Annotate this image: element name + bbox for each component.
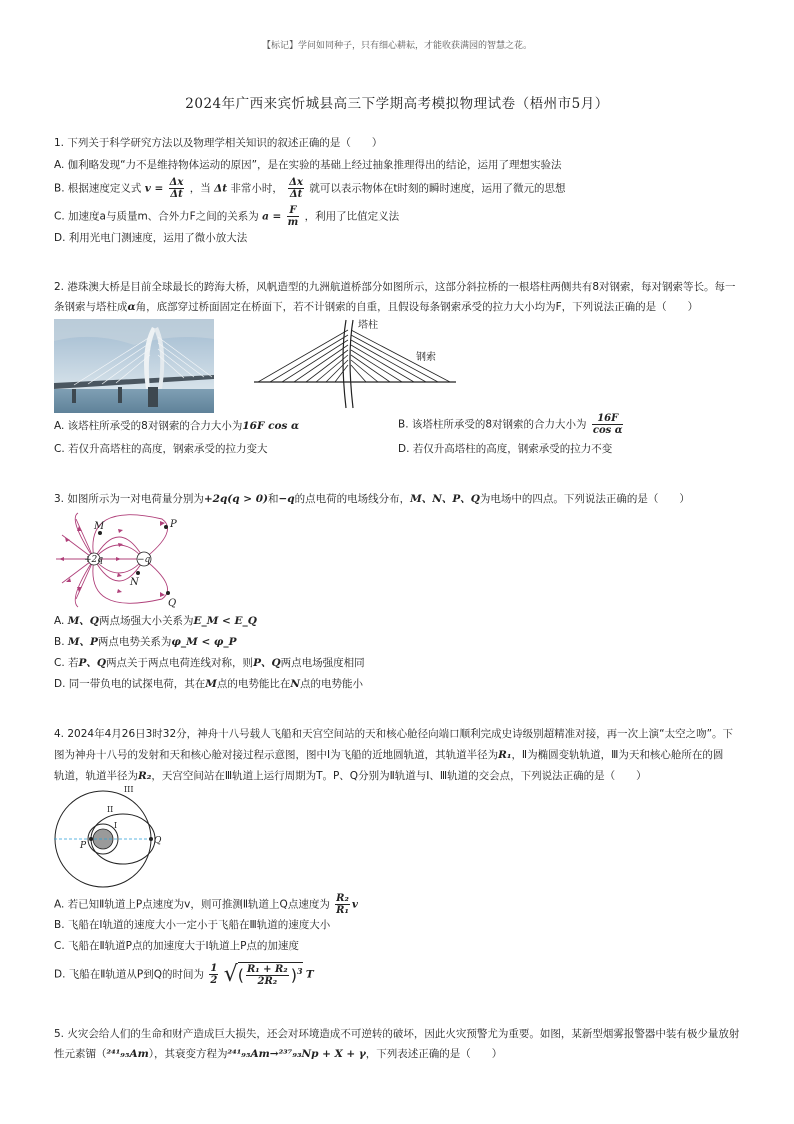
q2-option-c: C. 若仅升高塔柱的高度，钢索承受的拉力变大 xyxy=(54,443,268,455)
q3-d-post: 点的电势能小 xyxy=(300,678,363,690)
q4-d-exp: 3 xyxy=(296,966,303,976)
q4-line2 xyxy=(54,748,723,762)
q2-option-b xyxy=(398,413,625,436)
bridge-photo xyxy=(54,319,214,413)
cable-stay-diagram xyxy=(250,316,460,412)
q1-option-b-dt: Δt xyxy=(214,182,228,195)
q2-option-b-frac: $\frac{16F}{\text{cos α}}$ xyxy=(592,413,623,436)
q1-option-b-frac2: $\frac{\Delta x}{\Delta t}$ xyxy=(289,177,303,200)
q4-line3-r2: R₂ xyxy=(138,770,152,782)
q3-d-m: M xyxy=(205,678,217,690)
q4-option-c: C. 飞船在Ⅱ轨道P点的加速度大于Ⅰ轨道上P点的加速度 xyxy=(54,940,299,952)
q3-option-d xyxy=(54,677,363,691)
q2-option-a-text: A. 该塔柱所承受的8对钢索的合力大小为 xyxy=(54,420,243,432)
q3-option-c xyxy=(54,656,365,670)
q4-line1: 4. 2024年4月26日3时32分，神舟十八号载人飞船和天宫空间站的天和核心舱径向端口顺利完成史诗级别超精准对接，再一次上演“太空之吻”。下 xyxy=(54,728,734,740)
q1-option-b-mid: ，当 xyxy=(189,182,211,195)
orbit-diagram xyxy=(54,786,170,892)
q4-a-frac: $\frac{\text{R₂}}{\text{R₁}}$ xyxy=(336,893,349,916)
q4-line2-r1: R₁ xyxy=(498,749,512,761)
q5-line2-mid: ），其衰变方程为 xyxy=(148,1048,228,1060)
q1-option-b-mid2: 非常小时， xyxy=(230,182,283,195)
q1-option-c-frac: $\frac{F}{m}$ xyxy=(287,205,299,228)
q3-a-pre: A. xyxy=(54,615,68,627)
q3-stem-pre: 3. 如图所示为一对电荷量分别为 xyxy=(54,493,204,505)
q4-d-pre: D. 飞船在Ⅱ轨道从P到Q的时间为 xyxy=(54,968,205,981)
q3-b-expr: φ_M < φ_P xyxy=(171,636,237,648)
q1-option-b-v: v = xyxy=(144,182,164,195)
q1-option-d: D. 利用光电门测速度，运用了微小放大法 xyxy=(54,232,248,244)
q1-stem: 1. 下列关于科学研究方法以及物理学相关知识的叙述正确的是（ ） xyxy=(54,137,383,149)
q3-stem-pts: M、N、P、Q xyxy=(410,493,480,505)
q3-b-pts: M、P xyxy=(67,636,98,648)
q3-option-b xyxy=(54,635,237,649)
q4-line3-post: ，天宫空间站在Ⅲ轨道上运行周期为T。P、Q分别为Ⅱ轨道与Ⅰ、Ⅲ轨道的交会点，下列说法正确的是（ ） xyxy=(151,770,647,782)
q3-stem-mid2: 的点电荷的电场线分布， xyxy=(294,493,411,505)
q2-stem-line2 xyxy=(54,300,698,314)
page-title: 2024年广西来宾忻城县高三下学期高考模拟物理试卷（梧州市5月） xyxy=(185,96,609,112)
q5-line2-am: ²⁴¹₉₅Am xyxy=(106,1048,149,1060)
q3-c-pre: C. 若 xyxy=(54,657,79,669)
fig-orbit-I: I xyxy=(114,821,118,830)
q1-option-b-pre: B. 根据速度定义式 xyxy=(54,182,142,195)
q3-stem-c2: −q xyxy=(278,493,295,505)
q3-c-pts2: P、Q xyxy=(253,657,281,669)
header-note: 【标记】学问如同种子，只有细心耕耘，才能收获满园的智慧之花。 xyxy=(261,41,532,51)
q1-option-c-a: a = xyxy=(262,210,282,223)
q3-stem-post: 为电场中的四点。下列说法正确的是（ ） xyxy=(479,493,690,505)
q1-option-c-pre: C. 加速度a与质量m、合外力F之间的关系为 xyxy=(54,210,259,223)
q3-stem-c1: +2q(q > 0) xyxy=(203,493,268,505)
q4-d-inner: $\frac{\text{R₁ + R₂}}{\text{2R₂}}$ xyxy=(246,964,288,987)
q2-option-a xyxy=(54,419,299,433)
q3-option-a xyxy=(54,614,257,628)
fig-minus-label: −q xyxy=(137,555,151,565)
q4-d-half: $\frac{1}{2}$ xyxy=(210,963,218,986)
fig-orbit-III: III xyxy=(124,786,134,794)
label-cable: 钢索 xyxy=(416,352,436,363)
q3-a-expr: E_M < E_Q xyxy=(193,615,257,627)
fig-plus-label: +2q xyxy=(84,555,104,565)
electric-field-diagram xyxy=(54,511,194,609)
q4-line3-pre: 轨道，轨道半径为 xyxy=(54,770,138,782)
fig-point-n: N xyxy=(130,577,139,588)
q5-line2-post: ，下列表述正确的是（ ） xyxy=(365,1048,503,1060)
q2-option-a-expr: 16F cos α xyxy=(242,420,300,432)
q4-d-radicand: ( $\frac{\text{R₁ + R₂}}{\text{2R₂}}$ )$^3$ xyxy=(237,964,303,987)
label-tower: 塔柱 xyxy=(358,320,378,331)
q1-option-a: A. 伽利略发现“力不是维持物体运动的原因”，是在实验的基础上经过抽象推理得出的结论，运用了理想实验法 xyxy=(54,159,562,171)
q1-option-b-post: 就可以表示物体在t时刻的瞬时速度，运用了微元的思想 xyxy=(309,182,566,195)
fig-point-m: M xyxy=(94,521,105,532)
q5-line2-eq: ²⁴¹₉₅Am→²³⁷₉₃Np + X + γ xyxy=(227,1048,366,1060)
q3-c-pts: P、Q xyxy=(78,657,107,669)
q4-d-sqrt: √ xyxy=(223,961,238,987)
fig-point-q: Q xyxy=(168,598,177,609)
fig-point-p: P xyxy=(170,519,177,530)
q5-line2 xyxy=(54,1047,502,1061)
q4-d-T: T xyxy=(305,968,314,981)
q3-c-mid: 两点关于两点电荷连线对称，则 xyxy=(106,657,254,669)
q4-option-d xyxy=(54,962,314,987)
q1-option-b xyxy=(54,177,565,200)
fig-orbit-II: II xyxy=(107,805,114,814)
q3-d-n: N xyxy=(290,678,300,690)
q4-option-a xyxy=(54,893,358,916)
q3-a-pts: M、Q xyxy=(67,615,99,627)
q2-stem-line1: 2. 港珠澳大桥是目前全球最长的跨海大桥，风帆造型的九洲航道桥部分如图所示，这部分斜拉桥的一根塔柱两侧共有8对钢索，每对钢索等长。每一 xyxy=(54,281,736,293)
q2-option-b-text: B. 该塔柱所承受的8对钢索的合力大小为 xyxy=(398,418,587,431)
q4-option-b: B. 飞船在Ⅰ轨道的速度大小一定小于飞船在Ⅲ轨道的速度大小 xyxy=(54,919,331,931)
q1-option-b-frac1: $\frac{\Delta x}{\Delta t}$ xyxy=(169,177,184,200)
q3-a-mid: 两点场强大小关系为 xyxy=(98,615,194,627)
q3-c-post: 两点电场强度相同 xyxy=(280,657,365,669)
q5-line1: 5. 火灾会给人们的生命和财产造成巨大损失，还会对环境造成不可逆转的破坏，因此火灾预警尤为重要。如图，某新型烟雾报警器中装有极少量放射 xyxy=(54,1028,740,1040)
q2-stem2-post: 角，底部穿过桥面固定在桥面下，若不计钢索的自重，且假设每条钢索承受的拉力大小均为F，下列说法正确的是（ ） xyxy=(135,301,699,313)
q4-line2-pre: 图为神舟十八号的发射和天和核心舱对接过程示意图，图中Ⅰ为飞船的近地圆轨道，其轨道半径为 xyxy=(54,749,499,761)
q4-a-pre: A. 若已知Ⅱ轨道上P点速度为v，则可推测Ⅱ轨道上Q点速度为 xyxy=(54,898,330,911)
q5-line2-pre: 性元素镅（ xyxy=(54,1048,107,1060)
q2-stem2-alpha: α xyxy=(127,301,136,313)
q4-line2-post: ，Ⅱ为椭圆变轨轨道，Ⅲ为天和核心舱所在的圆 xyxy=(511,749,724,761)
q2-option-d: D. 若仅升高塔柱的高度，钢索承受的拉力不变 xyxy=(398,443,613,455)
q2-stem2-pre: 条钢索与塔柱成 xyxy=(54,301,128,313)
fig-point-P: P xyxy=(80,841,87,851)
q3-d-pre: D. 同一带负电的试探电荷，其在 xyxy=(54,678,206,690)
q3-b-mid: 两点电势关系为 xyxy=(97,636,172,648)
q4-a-v: v xyxy=(351,898,358,911)
q3-b-pre: B. xyxy=(54,636,68,648)
q1-option-c-post: ，利用了比值定义法 xyxy=(304,210,400,223)
q4-line3 xyxy=(54,769,647,783)
q3-stem xyxy=(54,492,690,506)
q3-stem-mid: 和 xyxy=(268,493,279,505)
q1-option-c xyxy=(54,205,399,228)
q3-d-mid: 点的电势能比在 xyxy=(216,678,291,690)
fig-point-Q: Q xyxy=(154,836,162,846)
